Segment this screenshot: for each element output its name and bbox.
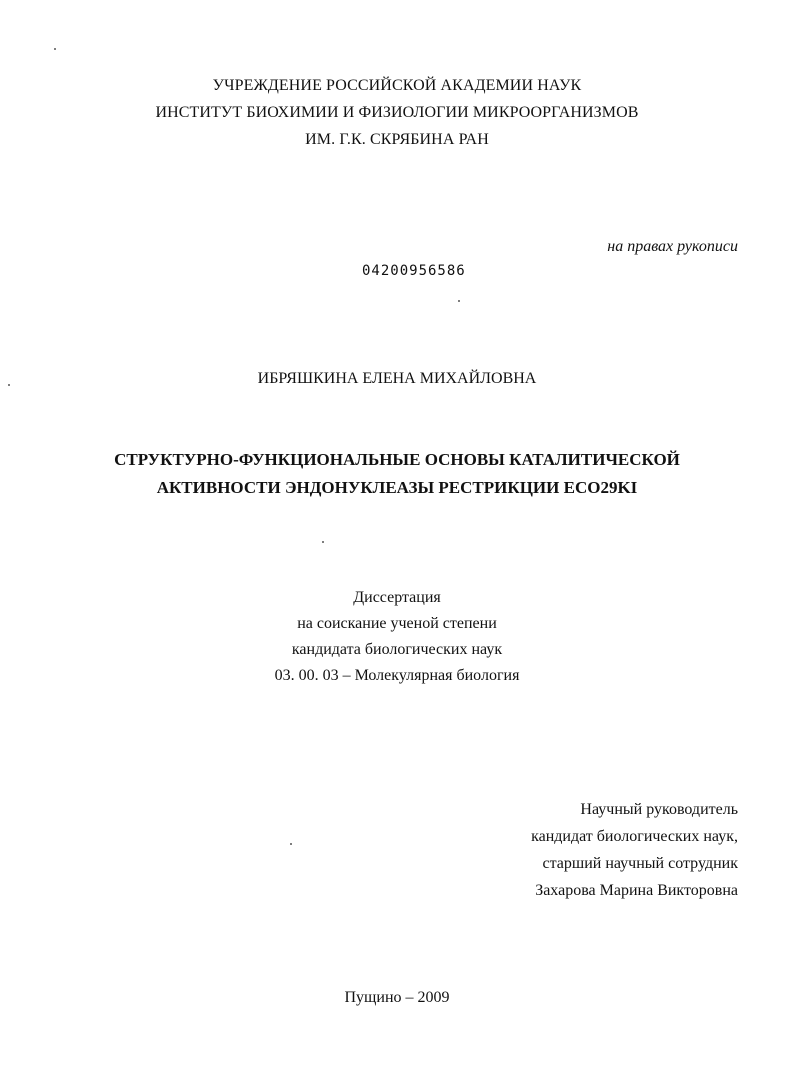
- degree-line-4: 03. 00. 03 – Молекулярная биология: [274, 667, 520, 684]
- author-name: ИБРЯШКИНА ЕЛЕНА МИХАЙЛОВНА: [257, 370, 537, 387]
- title-line-1: СТРУКТУРНО-ФУНКЦИОНАЛЬНЫЕ ОСНОВЫ КАТАЛИТИЧЕСКОЙ: [114, 450, 680, 469]
- rights-note: на правах рукописи: [607, 238, 738, 255]
- scan-speck: [8, 384, 10, 386]
- scan-speck: [458, 300, 460, 302]
- place-year: Пущино – 2009: [344, 989, 450, 1006]
- title-line-2: АКТИВНОСТИ ЭНДОНУКЛЕАЗЫ РЕСТРИКЦИИ ECO29KI: [156, 478, 638, 497]
- institution-line-1: УЧРЕЖДЕНИЕ РОССИЙСКОЙ АКАДЕМИИ НАУК: [212, 77, 582, 94]
- scan-speck: [322, 541, 324, 543]
- supervisor-line-3: старший научный сотрудник: [542, 855, 738, 872]
- supervisor-line-2: кандидат биологических наук,: [531, 828, 738, 845]
- institution-line-2: ИНСТИТУТ БИОХИМИИ И ФИЗИОЛОГИИ МИКРООРГАНИЗМОВ: [155, 104, 639, 121]
- scan-speck: [54, 48, 56, 50]
- degree-line-3: кандидата биологических наук: [291, 641, 503, 658]
- supervisor-line-1: Научный руководитель: [580, 801, 738, 818]
- institution-line-3: ИМ. Г.К. СКРЯБИНА РАН: [305, 131, 489, 148]
- catalog-number: 04200956586: [362, 263, 466, 279]
- supervisor-line-4: Захарова Марина Викторовна: [535, 882, 738, 899]
- degree-line-1: Диссертация: [353, 589, 441, 606]
- scan-speck: [290, 843, 292, 845]
- degree-line-2: на соискание ученой степени: [297, 615, 497, 632]
